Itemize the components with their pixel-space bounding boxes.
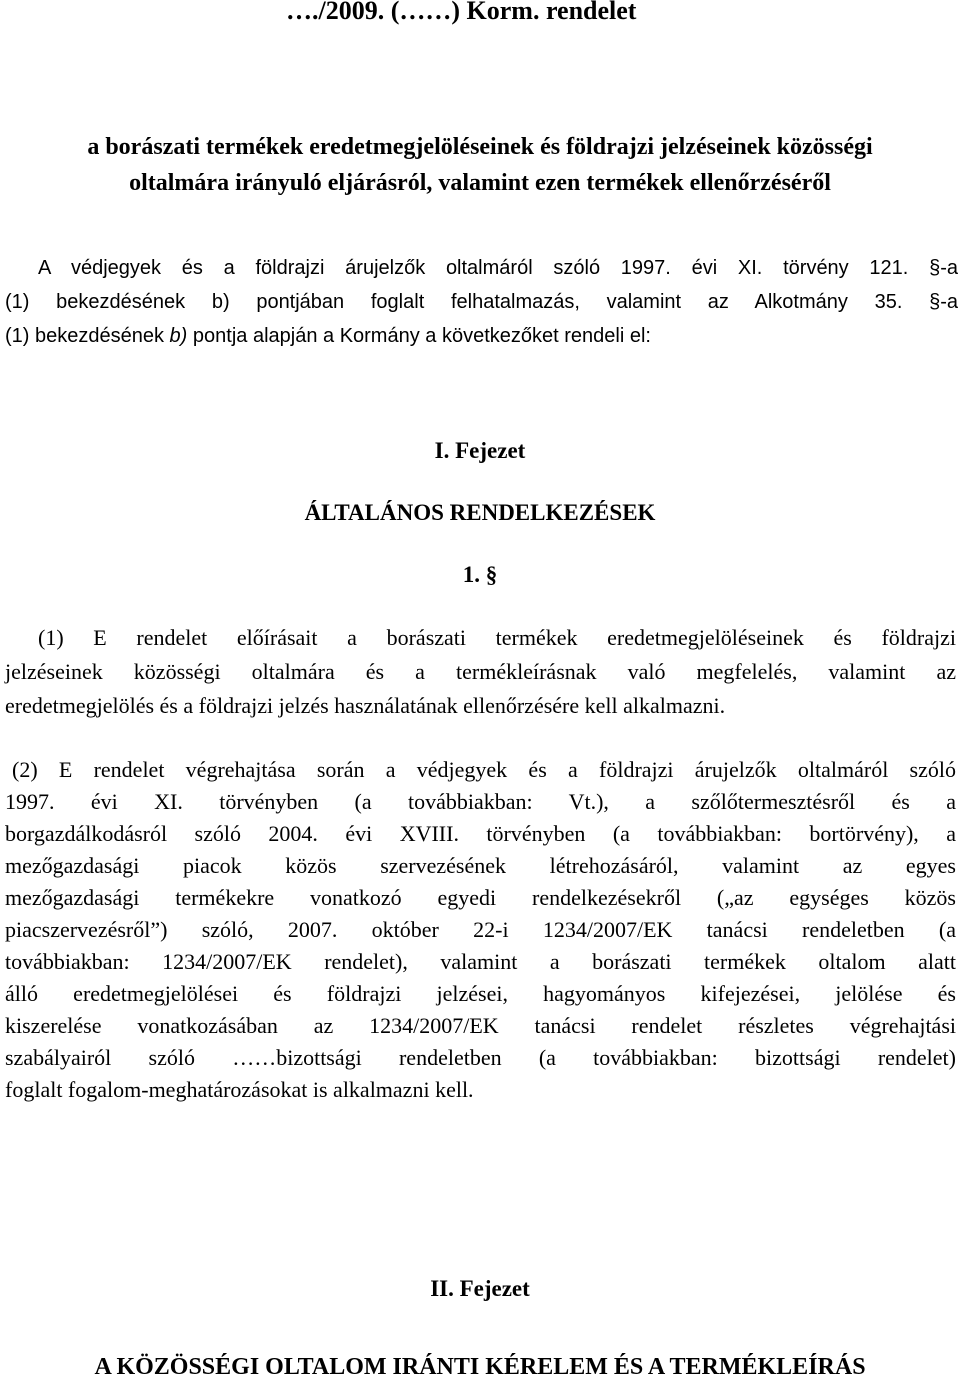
para-2-line-6: piacszervezésről”) szóló, 2007. október 22-i 1234/2007/EK tanácsi rendeletben (a [5, 917, 956, 942]
para-2-line-4: mezőgazdasági piacok közös szervezésének létrehozásáról, valamint az egyes [5, 853, 956, 878]
preamble-line-2: (1) bekezdésének b) pontjában foglalt felhatalmazás, valamint az Alkotmány 35. §-a [5, 291, 958, 313]
preamble-line-1: A védjegyek és a földrajzi árujelzők oltalmáról szóló 1997. évi XI. törvény 121. §-a [38, 257, 958, 279]
para-2-line-8: álló eredetmegjelölései és földrajzi jelzései, hagyományos kifejezései, jelölése és [5, 981, 956, 1006]
para-2-line-7: továbbiakban: 1234/2007/EK rendelet), valamint a borászati termékek oltalom alatt [5, 949, 956, 974]
para-2-line-1: (2) E rendelet végrehajtása során a védjegyek és a földrajzi árujelzők oltalmáról szóló [12, 757, 956, 782]
para-2-line-3: borgazdálkodásról szóló 2004. évi XVIII. törvényben (a továbbiakban: bortörvény), a [5, 821, 956, 846]
chapter-2-title: A KÖZÖSSÉGI OLTALOM IRÁNTI KÉRELEM ÉS A TERMÉKLEÍRÁS [94, 1354, 866, 1380]
chapter-1-title: ÁLTALÁNOS RENDELKEZÉSEK [304, 500, 656, 525]
preamble-line-3: (1) bekezdésének b) pontja alapján a Kormány a következőket rendeli el: [5, 325, 651, 347]
para-1-line-1: (1) E rendelet előírásait a borászati termékek eredetmegjelöléseinek és földrajzi [38, 625, 956, 650]
document-title-line-1: a borászati termékek eredetmegjelöléseinek és földrajzi jelzéseinek közösségi [87, 134, 873, 160]
para-2-line-5: mezőgazdasági termékekre vonatkozó egyedi rendelkezésekről („az egységes közös [5, 885, 956, 910]
chapter-1-label: I. Fejezet [434, 438, 526, 463]
para-2-line-2: 1997. évi XI. törvényben (a továbbiakban: Vt.), a szőlőtermesztésről és a [5, 789, 956, 814]
document-number: …./2009. (……) Korm. rendelet [286, 0, 637, 25]
para-2-line-11: foglalt fogalom-meghatározásokat is alkalmazni kell. [5, 1077, 474, 1102]
para-2-line-9: kiszerelése vonatkozásában az 1234/2007/EK tanácsi rendelet részletes végrehajtási [5, 1013, 956, 1038]
document-title-line-2: oltalmára irányuló eljárásról, valamint ezen termékek ellenőrzéséről [129, 170, 831, 196]
para-1-line-3: eredetmegjelölés és a földrajzi jelzés használatának ellenőrzésére kell alkalmazni. [5, 693, 726, 718]
para-1-line-2: jelzéseinek közösségi oltalmára és a termékleírásnak való megfelelés, valamint az [5, 659, 956, 684]
para-2-line-10: szabályairól szóló ……bizottsági rendeletben (a továbbiakban: bizottsági rendelet) [5, 1045, 956, 1070]
chapter-2-label: II. Fejezet [430, 1276, 530, 1301]
section-1-heading: 1. § [462, 562, 498, 587]
